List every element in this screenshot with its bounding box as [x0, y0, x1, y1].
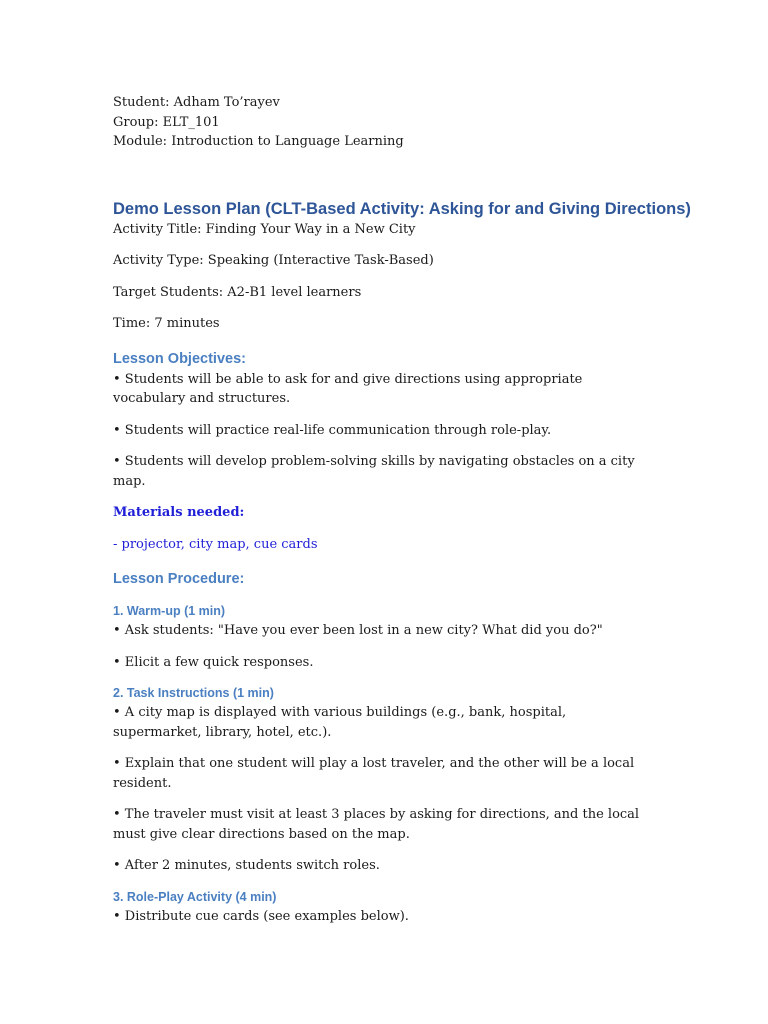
roleplay-item: • Distribute cue cards (see examples below).	[113, 908, 409, 924]
warmup-heading: 1. Warm-up (1 min)	[113, 604, 226, 618]
module-name: Module: Introduction to Language Learning	[113, 134, 404, 149]
instructions-item: • After 2 minutes, students switch roles.	[113, 858, 380, 873]
student-name: Student: Adham To’rayev	[113, 95, 280, 110]
time: Time: 7 minutes	[113, 316, 220, 331]
activity-title: Activity Title: Finding Your Way in a New City	[113, 221, 416, 237]
warmup-item: • Ask students: "Have you ever been lost in a new city? What did you do?"	[113, 623, 603, 638]
instructions-heading: 2. Task Instructions (1 min)	[113, 686, 274, 700]
instructions-item: • A city map is displayed with various buildings (e.g., bank, hospital, supermarket, library, hotel, etc.).	[113, 705, 567, 740]
group-name: Group: ELT_101	[113, 114, 220, 130]
objective-item: • Students will be able to ask for and give directions using appropriate vocabulary and structures.	[113, 371, 583, 406]
warmup-item: • Elicit a few quick responses.	[113, 654, 314, 670]
roleplay-heading: 3. Role-Play Activity (4 min)	[113, 889, 277, 904]
document-page	[113, 93, 691, 926]
activity-type: Activity Type: Speaking (Interactive Task-Based)	[113, 253, 434, 268]
lesson-plan-title: Demo Lesson Plan (CLT-Based Activity: Asking for and Giving Directions)	[113, 199, 691, 218]
instructions-item: • The traveler must visit at least 3 places by asking for directions, and the local must give clear directions based on the map.	[113, 807, 640, 842]
materials-heading: Materials needed:	[113, 505, 245, 520]
objectives-heading: Lesson Objectives:	[113, 350, 246, 367]
procedure-heading: Lesson Procedure:	[113, 571, 245, 587]
materials-list: - projector, city map, cue cards	[113, 536, 318, 552]
objective-item: • Students will develop problem-solving skills by navigating obstacles on a city map.	[113, 454, 635, 489]
objective-item: • Students will practice real-life communication through role-play.	[113, 422, 552, 438]
target-students: Target Students: A2-B1 level learners	[113, 284, 362, 300]
instructions-item: • Explain that one student will play a lost traveler, and the other will be a local resident.	[113, 756, 635, 791]
